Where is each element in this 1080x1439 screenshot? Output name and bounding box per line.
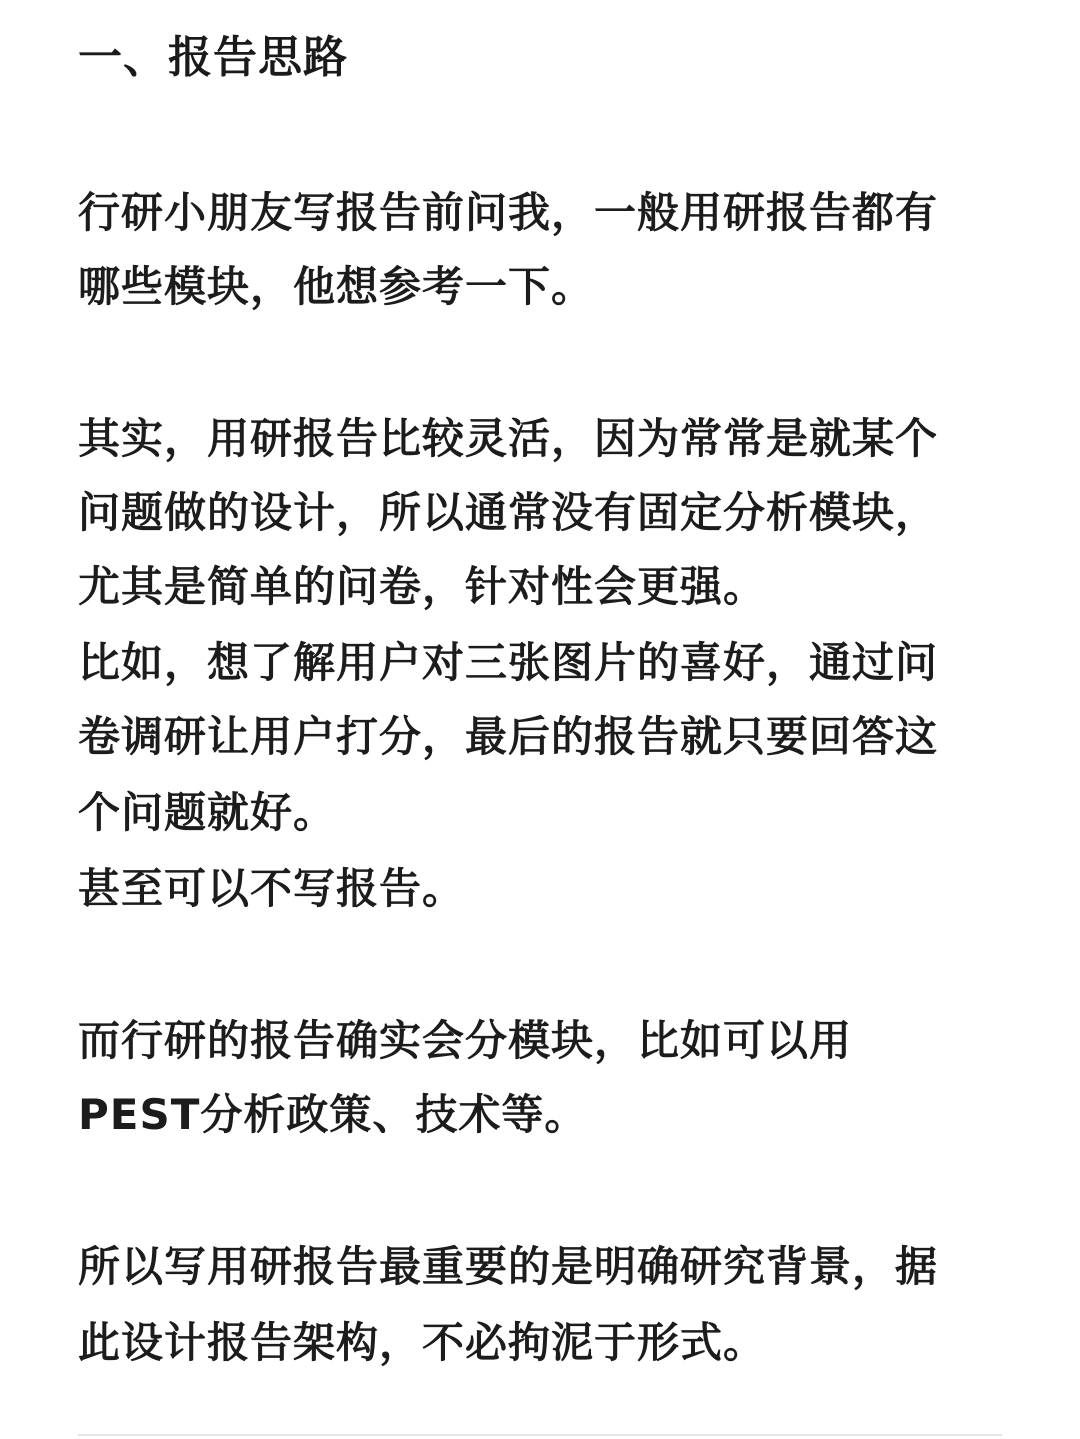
paragraph-2-line-6: 个问题就好。	[78, 788, 337, 837]
bottom-divider	[78, 1434, 1002, 1436]
paragraph-2-line-2: 问题做的设计，所以通常没有固定分析模块，	[78, 488, 939, 537]
section-heading: 一、报告思路	[78, 32, 348, 83]
paragraph-1-line-2: 哪些模块，他想参考一下。	[78, 262, 595, 311]
paragraph-1-line-1: 行研小朋友写报告前问我，一般用研报告都有	[78, 188, 939, 237]
paragraph-2-line-7: 甚至可以不写报告。	[78, 864, 466, 913]
paragraph-2-line-1: 其实，用研报告比较灵活，因为常常是就某个	[78, 414, 939, 463]
paragraph-3-line-2: PEST分析政策、技术等。	[78, 1090, 588, 1139]
paragraph-4-line-2: 此设计报告架构，不必拘泥于形式。	[78, 1318, 767, 1367]
paragraph-4-line-1: 所以写用研报告最重要的是明确研究背景，据	[78, 1242, 939, 1291]
paragraph-2-line-4: 比如，想了解用户对三张图片的喜好，通过问	[78, 638, 939, 687]
paragraph-2-line-5: 卷调研让用户打分，最后的报告就只要回答这	[78, 712, 939, 761]
paragraph-2-line-3: 尤其是简单的问卷，针对性会更强。	[78, 562, 767, 611]
paragraph-3-line-1: 而行研的报告确实会分模块，比如可以用	[78, 1016, 853, 1065]
